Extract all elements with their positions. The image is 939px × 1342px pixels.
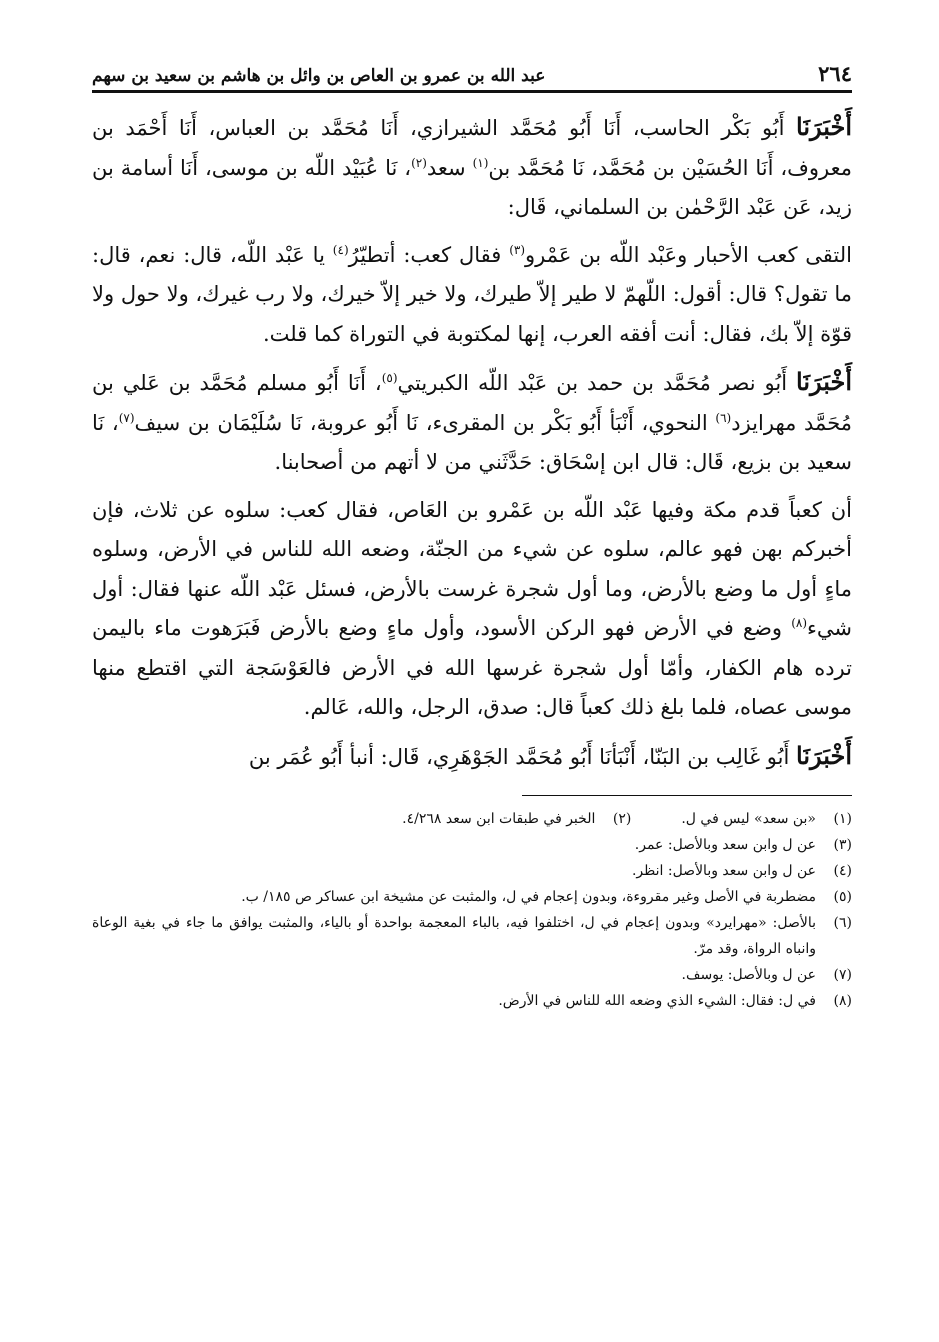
footnote-pair-row	[92, 806, 852, 832]
paragraph-lead-word: أَخْبَرَنَا	[796, 367, 853, 396]
footnote-text: «بن سعد» ليس في ل.	[681, 811, 816, 827]
footnote	[92, 858, 852, 884]
footnote-number: (٣)	[833, 837, 852, 853]
footnote-text: مضطربة في الأصل وغير مقروءة، وبدون إعجام في ل، والمثبت عن مشيخة ابن عساكر ص ١٨٥/ ب.	[241, 889, 816, 905]
footnote	[92, 832, 852, 858]
footnote-number: (٨)	[833, 993, 852, 1009]
footnote-number: (٥)	[833, 889, 852, 905]
footnote	[92, 988, 852, 1014]
footnote-number: (١)	[833, 811, 852, 827]
footnote	[681, 806, 852, 832]
footnote-ref: (٣)	[509, 242, 526, 257]
page-number: ٢٦٤	[818, 61, 852, 86]
footnote-number: (٢)	[612, 811, 632, 827]
footnote	[402, 806, 631, 832]
footnote-ref: (٧)	[118, 410, 135, 425]
paragraph	[92, 491, 852, 728]
paragraph-text: ، أَنَا أَبُو مسلم مُحَمَّد بن عَلي بن مُحَمَّد مهرايزد	[92, 371, 853, 435]
paragraph	[92, 236, 852, 355]
running-title: عبد الله بن عمرو بن العاص بن وائل بن هاشم بن سعيد بن سهم	[92, 66, 546, 86]
paragraph	[92, 362, 852, 483]
footnote-ref: (٨)	[791, 616, 808, 630]
footnote	[92, 884, 852, 910]
paragraph	[92, 107, 852, 228]
footnote-list	[92, 832, 852, 1014]
footnote-ref: (٢)	[411, 155, 427, 170]
footnote-ref: (٤)	[332, 242, 349, 257]
footnote-ref: (١)	[472, 155, 489, 170]
footnote-text: بالأصل: «مهرايرد» وبدون إعجام في ل، اختلفوا فيه، بالباء المعجمة بواحدة أو بالياء، والمثبت يوافق ما جاء في بغية الوعاة وانباه الرواة، وقد مرّ.	[92, 915, 816, 957]
footnote-text: عن ل وبالأصل: يوسف.	[681, 967, 816, 983]
paragraph-text: ، نَا سعيد بن بزيع، قَال: قال ابن إسْحَاق: حَدَّثَني من لا أتهم من أصحابنا.	[92, 410, 852, 474]
footnote-ref: (٥)	[381, 371, 398, 385]
paragraph-text: يا عَبْد اللّه، قال: نعم، قال: ما تقول؟ قال: أقول: اللّهمّ لا طير إلاّ طيرك، ولا خير إلاّ خيرك، ولا رب غيرك، ولا حول ولا قوّة إلاّ بك، فقال: أنت أفقه العرب، إنها لمكتوبة في التوراة كما قلت.	[92, 242, 852, 346]
paragraph-text: أَبُو غَالِب بن البَنّا، أَنْبَأنَا أَبُو مُحَمَّد الجَوْهَرِي، قَال: أنبأ أَبُو عُمَر بن	[248, 744, 790, 769]
paragraph	[92, 736, 852, 778]
footnote-text: عن ل وابن سعد وبالأصل: انظر.	[631, 863, 816, 879]
paragraph-text: النحوي، أَنْبَأ أَبُو بَكْر بن المقرىء، نَا أَبُو عروبة، نَا سُلَيْمَان بن سيف	[134, 410, 716, 435]
footnote-number: (٧)	[833, 967, 852, 983]
footnote	[92, 962, 852, 988]
footnote-divider	[522, 795, 852, 796]
footnote-text: في ل: فقال: الشيء الذي وضعه الله للناس في الأرض.	[498, 993, 816, 1009]
footnote	[92, 910, 852, 962]
paragraph-text: أن كعباً قدم مكة وفيها عَبْد اللّه بن عَمْرو بن العَاص، فقال كعب: سلوه عن ثلاث، فإن أخبركم بهن فهو عالم، سلوه عن شيء من الجنّة، وضعه الله للناس في الأرض، وسلوه ماءٍ أول ما وضع بالأرض، وما أول شجرة غرست بالأرض، فسئل عَبْد اللّه عنها فقال: أول شيء	[92, 497, 852, 640]
footnote-number: (٤)	[833, 863, 852, 879]
footnotes	[92, 795, 852, 1014]
paragraph-text: ، نَا عُبَيْد اللّه بن موسى، أَنَا أسامة بن زيد، عَن عَبْد الرَّحْمٰن بن السلماني، قَال:	[92, 155, 852, 219]
paragraph-text: التقى كعب الأحبار وعَبْد اللّه بن عَمْرو	[525, 242, 852, 267]
footnote-text: عن ل وابن سعد وبالأصل: عمر.	[634, 837, 816, 853]
paragraph-lead-word: أَخْبَرَنَا	[796, 740, 852, 770]
paragraph-text: فقال كعب: أتطيّرُ	[348, 242, 510, 267]
paragraph-text: وضع في الأرض فهو الركن الأسود، وأول ماءٍ وضع بالأرض فَبَرَهوت ماء باليمن ترده هام الكفار، وأمّا أول شجرة غرسها الله في الأرض فالعَوْسَجة التي اقتطع منها موسى عصاه، فلما بلغ ذلك كعباً قال: صدق، الرجل، والله، عَالم.	[92, 616, 852, 719]
footnote-number: (٦)	[833, 915, 852, 931]
paragraph-text: أَبُو بَكْر الحاسب، أَنَا أَبُو مُحَمَّد الشيرازي، أَنَا مُحَمَّد بن العباس، أَنَا أَحْمَد بن معروف، أَنَا الحُسَيْن بن مُحَمَّد، نَا مُحَمَّد بن	[92, 116, 852, 180]
footnote-ref: (٦)	[715, 410, 732, 425]
book-page	[92, 52, 852, 1014]
page-header	[92, 52, 852, 93]
main-text	[92, 107, 852, 777]
paragraph-text: سعد	[426, 155, 473, 180]
paragraph-text: أَبُو نصر مُحَمَّد بن حمد بن عَبْد اللّه الكبريتي	[397, 371, 788, 395]
paragraph-lead-word: أَخْبَرَنَا	[796, 112, 852, 141]
footnote-text: الخبر في طبقات ابن سعد ٤/٢٦٨.	[402, 811, 596, 827]
